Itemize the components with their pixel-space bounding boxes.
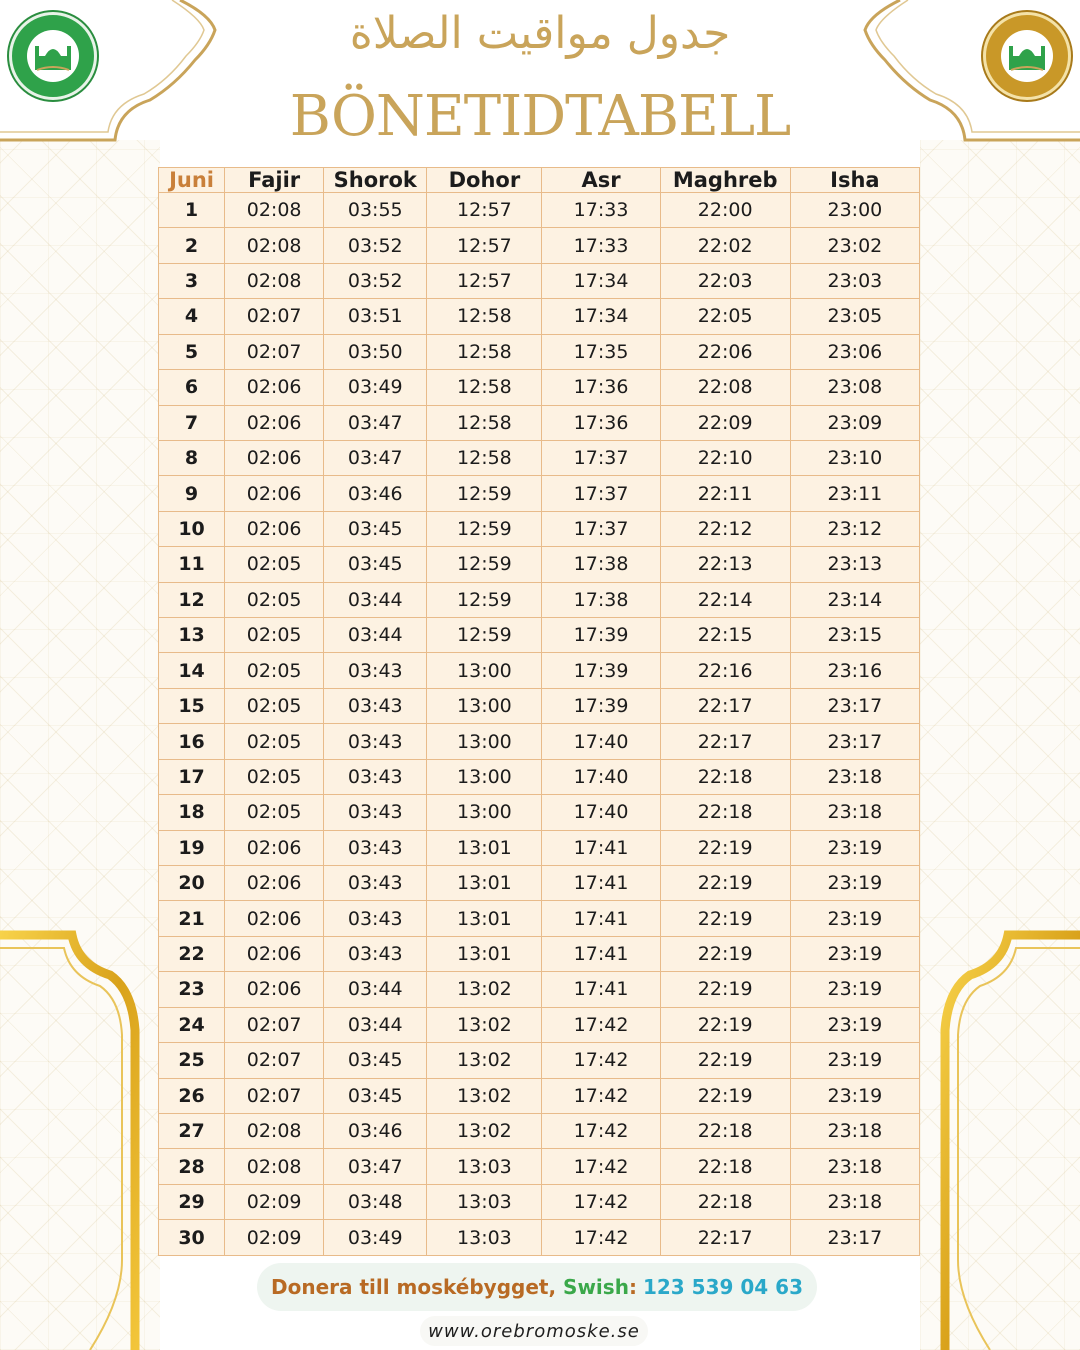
cell-isha: 23:06 <box>790 334 919 369</box>
cell-day: 21 <box>159 901 225 936</box>
cell-isha: 23:05 <box>790 299 919 334</box>
cell-dohor: 12:59 <box>427 511 542 546</box>
table-row <box>159 299 920 334</box>
cell-asr: 17:40 <box>542 795 660 830</box>
table-row <box>159 936 920 971</box>
cell-shorok: 03:46 <box>324 1113 427 1148</box>
cell-maghreb: 22:10 <box>660 440 790 475</box>
cell-maghreb: 22:09 <box>660 405 790 440</box>
cell-day: 17 <box>159 759 225 794</box>
cell-maghreb: 22:19 <box>660 1007 790 1042</box>
cell-fajir: 02:06 <box>225 972 324 1007</box>
swish-number: 123 539 04 63 <box>642 1275 803 1299</box>
cell-isha: 23:19 <box>790 1007 919 1042</box>
cell-fajir: 02:07 <box>225 334 324 369</box>
table-row <box>159 193 920 228</box>
cell-isha: 23:17 <box>790 1220 919 1256</box>
cell-maghreb: 22:18 <box>660 1113 790 1148</box>
table-row <box>159 830 920 865</box>
cell-day: 6 <box>159 370 225 405</box>
cell-shorok: 03:44 <box>324 972 427 1007</box>
table-row <box>159 653 920 688</box>
cell-asr: 17:42 <box>542 1149 660 1184</box>
cell-asr: 17:35 <box>542 334 660 369</box>
cell-asr: 17:40 <box>542 759 660 794</box>
cell-maghreb: 22:19 <box>660 1078 790 1113</box>
cell-maghreb: 22:18 <box>660 795 790 830</box>
cell-asr: 17:33 <box>542 193 660 228</box>
cell-day: 30 <box>159 1220 225 1256</box>
cell-maghreb: 22:19 <box>660 972 790 1007</box>
cell-asr: 17:41 <box>542 901 660 936</box>
table-row <box>159 901 920 936</box>
cell-maghreb: 22:00 <box>660 193 790 228</box>
cell-asr: 17:39 <box>542 653 660 688</box>
header-asr: Asr <box>542 168 660 193</box>
cell-isha: 23:16 <box>790 653 919 688</box>
cell-dohor: 13:00 <box>427 759 542 794</box>
cell-maghreb: 22:12 <box>660 511 790 546</box>
cell-dohor: 13:00 <box>427 653 542 688</box>
website-link[interactable]: www.orebromoske.se <box>420 1316 648 1346</box>
cell-fajir: 02:05 <box>225 547 324 582</box>
cell-maghreb: 22:18 <box>660 759 790 794</box>
table-row <box>159 263 920 298</box>
table-row <box>159 1220 920 1256</box>
cell-day: 5 <box>159 334 225 369</box>
cell-day: 9 <box>159 476 225 511</box>
table-row <box>159 511 920 546</box>
cell-fajir: 02:08 <box>225 228 324 263</box>
cell-shorok: 03:45 <box>324 1043 427 1078</box>
cell-isha: 23:19 <box>790 866 919 901</box>
cell-shorok: 03:50 <box>324 334 427 369</box>
cell-fajir: 02:06 <box>225 405 324 440</box>
cell-day: 7 <box>159 405 225 440</box>
cell-maghreb: 22:19 <box>660 1043 790 1078</box>
cell-dohor: 13:02 <box>427 1043 542 1078</box>
table-row <box>159 547 920 582</box>
cell-maghreb: 22:19 <box>660 901 790 936</box>
cell-dohor: 12:58 <box>427 440 542 475</box>
cell-dohor: 12:57 <box>427 263 542 298</box>
cell-dohor: 13:03 <box>427 1184 542 1219</box>
cell-shorok: 03:52 <box>324 263 427 298</box>
cell-isha: 23:09 <box>790 405 919 440</box>
cell-shorok: 03:43 <box>324 830 427 865</box>
cell-dohor: 13:02 <box>427 1007 542 1042</box>
cell-asr: 17:36 <box>542 405 660 440</box>
cell-isha: 23:03 <box>790 263 919 298</box>
table-row <box>159 1043 920 1078</box>
cell-shorok: 03:43 <box>324 936 427 971</box>
cell-isha: 23:18 <box>790 1113 919 1148</box>
cell-maghreb: 22:19 <box>660 866 790 901</box>
donate-text: Donera till moskébygget, <box>271 1275 557 1299</box>
table-row <box>159 724 920 759</box>
cell-fajir: 02:06 <box>225 476 324 511</box>
cell-fajir: 02:06 <box>225 866 324 901</box>
cell-asr: 17:40 <box>542 724 660 759</box>
cell-day: 22 <box>159 936 225 971</box>
cell-asr: 17:39 <box>542 618 660 653</box>
cell-dohor: 13:03 <box>427 1220 542 1256</box>
cell-day: 18 <box>159 795 225 830</box>
table-row <box>159 866 920 901</box>
cell-dohor: 12:58 <box>427 299 542 334</box>
cell-fajir: 02:05 <box>225 688 324 723</box>
cell-asr: 17:33 <box>542 228 660 263</box>
cell-day: 11 <box>159 547 225 582</box>
cell-fajir: 02:09 <box>225 1220 324 1256</box>
cell-dohor: 13:01 <box>427 936 542 971</box>
cell-isha: 23:11 <box>790 476 919 511</box>
cell-isha: 23:15 <box>790 618 919 653</box>
header-dohor: Dohor <box>427 168 542 193</box>
header-isha: Isha <box>790 168 919 193</box>
cell-dohor: 12:57 <box>427 228 542 263</box>
cell-day: 28 <box>159 1149 225 1184</box>
cell-fajir: 02:05 <box>225 759 324 794</box>
cell-dohor: 13:02 <box>427 972 542 1007</box>
cell-isha: 23:12 <box>790 511 919 546</box>
cell-maghreb: 22:02 <box>660 228 790 263</box>
table-row <box>159 1078 920 1113</box>
cell-dohor: 13:01 <box>427 830 542 865</box>
cell-isha: 23:19 <box>790 1043 919 1078</box>
cell-fajir: 02:06 <box>225 901 324 936</box>
cell-fajir: 02:08 <box>225 1113 324 1148</box>
cell-isha: 23:19 <box>790 901 919 936</box>
cell-maghreb: 22:19 <box>660 830 790 865</box>
cell-day: 2 <box>159 228 225 263</box>
cell-fajir: 02:08 <box>225 1149 324 1184</box>
cell-day: 16 <box>159 724 225 759</box>
cell-shorok: 03:43 <box>324 688 427 723</box>
cell-dohor: 13:02 <box>427 1078 542 1113</box>
cell-shorok: 03:45 <box>324 1078 427 1113</box>
cell-fajir: 02:05 <box>225 653 324 688</box>
page-title: BÖNETIDTABELL <box>289 84 791 149</box>
table-row <box>159 334 920 369</box>
cell-dohor: 12:57 <box>427 193 542 228</box>
cell-fajir: 02:05 <box>225 618 324 653</box>
table-row <box>159 228 920 263</box>
table-row <box>159 440 920 475</box>
cell-shorok: 03:45 <box>324 547 427 582</box>
cell-asr: 17:42 <box>542 1043 660 1078</box>
cell-dohor: 12:59 <box>427 618 542 653</box>
cell-shorok: 03:44 <box>324 618 427 653</box>
cell-asr: 17:34 <box>542 263 660 298</box>
cell-asr: 17:41 <box>542 936 660 971</box>
cell-day: 24 <box>159 1007 225 1042</box>
cell-isha: 23:18 <box>790 1149 919 1184</box>
cell-fajir: 02:06 <box>225 370 324 405</box>
cell-shorok: 03:43 <box>324 795 427 830</box>
cell-asr: 17:41 <box>542 866 660 901</box>
cell-maghreb: 22:06 <box>660 334 790 369</box>
table-row <box>159 1149 920 1184</box>
cell-dohor: 12:58 <box>427 334 542 369</box>
table-row <box>159 370 920 405</box>
cell-maghreb: 22:08 <box>660 370 790 405</box>
cell-isha: 23:17 <box>790 688 919 723</box>
cell-asr: 17:39 <box>542 688 660 723</box>
cell-fajir: 02:06 <box>225 511 324 546</box>
cell-maghreb: 22:19 <box>660 936 790 971</box>
cell-isha: 23:18 <box>790 795 919 830</box>
cell-isha: 23:19 <box>790 936 919 971</box>
cell-dohor: 13:00 <box>427 724 542 759</box>
cell-shorok: 03:43 <box>324 866 427 901</box>
cell-asr: 17:41 <box>542 972 660 1007</box>
mosque-logo-right <box>983 12 1071 100</box>
mosque-icon <box>27 30 79 82</box>
cell-maghreb: 22:05 <box>660 299 790 334</box>
table-row <box>159 759 920 794</box>
cell-day: 1 <box>159 193 225 228</box>
cell-day: 12 <box>159 582 225 617</box>
cell-asr: 17:37 <box>542 440 660 475</box>
cell-asr: 17:41 <box>542 830 660 865</box>
cell-asr: 17:38 <box>542 547 660 582</box>
page-title-arabic: جدول مواقيت الصلاة <box>349 8 731 59</box>
cell-isha: 23:08 <box>790 370 919 405</box>
cell-shorok: 03:47 <box>324 440 427 475</box>
cell-asr: 17:36 <box>542 370 660 405</box>
cell-dohor: 13:01 <box>427 901 542 936</box>
cell-maghreb: 22:17 <box>660 1220 790 1256</box>
cell-asr: 17:34 <box>542 299 660 334</box>
cell-day: 23 <box>159 972 225 1007</box>
cell-shorok: 03:52 <box>324 228 427 263</box>
cell-maghreb: 22:17 <box>660 724 790 759</box>
cell-maghreb: 22:14 <box>660 582 790 617</box>
cell-isha: 23:17 <box>790 724 919 759</box>
cell-fajir: 02:07 <box>225 1078 324 1113</box>
cell-day: 29 <box>159 1184 225 1219</box>
cell-dohor: 12:59 <box>427 476 542 511</box>
table-row <box>159 582 920 617</box>
cell-dohor: 12:59 <box>427 547 542 582</box>
cell-maghreb: 22:03 <box>660 263 790 298</box>
table-row <box>159 476 920 511</box>
cell-isha: 23:18 <box>790 1184 919 1219</box>
table-header-row <box>159 168 920 193</box>
cell-day: 14 <box>159 653 225 688</box>
cell-isha: 23:19 <box>790 1078 919 1113</box>
table-row <box>159 618 920 653</box>
cell-shorok: 03:49 <box>324 370 427 405</box>
cell-isha: 23:14 <box>790 582 919 617</box>
cell-isha: 23:10 <box>790 440 919 475</box>
cell-fajir: 02:05 <box>225 795 324 830</box>
table-row <box>159 972 920 1007</box>
table-row <box>159 688 920 723</box>
cell-isha: 23:00 <box>790 193 919 228</box>
cell-fajir: 02:06 <box>225 440 324 475</box>
cell-asr: 17:37 <box>542 476 660 511</box>
cell-day: 26 <box>159 1078 225 1113</box>
cell-dohor: 12:58 <box>427 405 542 440</box>
cell-shorok: 03:46 <box>324 476 427 511</box>
table-row <box>159 795 920 830</box>
cell-asr: 17:42 <box>542 1184 660 1219</box>
cell-day: 8 <box>159 440 225 475</box>
cell-maghreb: 22:13 <box>660 547 790 582</box>
mosque-logo-left <box>9 12 97 100</box>
cell-isha: 23:13 <box>790 547 919 582</box>
cell-isha: 23:02 <box>790 228 919 263</box>
cell-fajir: 02:08 <box>225 193 324 228</box>
cell-dohor: 13:01 <box>427 866 542 901</box>
cell-asr: 17:42 <box>542 1113 660 1148</box>
cell-day: 20 <box>159 866 225 901</box>
cell-day: 13 <box>159 618 225 653</box>
mosque-icon <box>1001 30 1053 82</box>
cell-day: 19 <box>159 830 225 865</box>
cell-shorok: 03:45 <box>324 511 427 546</box>
cell-shorok: 03:47 <box>324 1149 427 1184</box>
table-row <box>159 405 920 440</box>
cell-fajir: 02:07 <box>225 1007 324 1042</box>
cell-shorok: 03:43 <box>324 759 427 794</box>
cell-asr: 17:42 <box>542 1078 660 1113</box>
cell-asr: 17:42 <box>542 1220 660 1256</box>
cell-dohor: 13:03 <box>427 1149 542 1184</box>
cell-shorok: 03:44 <box>324 1007 427 1042</box>
table-row <box>159 1113 920 1148</box>
swish-colon: : <box>628 1275 637 1299</box>
cell-maghreb: 22:11 <box>660 476 790 511</box>
cell-fajir: 02:09 <box>225 1184 324 1219</box>
cell-maghreb: 22:18 <box>660 1149 790 1184</box>
cell-fajir: 02:05 <box>225 582 324 617</box>
cell-dohor: 13:02 <box>427 1113 542 1148</box>
cell-isha: 23:18 <box>790 759 919 794</box>
cell-shorok: 03:43 <box>324 724 427 759</box>
table-row <box>159 1184 920 1219</box>
header-fajir: Fajir <box>225 168 324 193</box>
cell-fajir: 02:05 <box>225 724 324 759</box>
table-row <box>159 1007 920 1042</box>
cell-asr: 17:38 <box>542 582 660 617</box>
cell-dohor: 13:00 <box>427 795 542 830</box>
cell-isha: 23:19 <box>790 972 919 1007</box>
cell-maghreb: 22:18 <box>660 1184 790 1219</box>
cell-day: 25 <box>159 1043 225 1078</box>
cell-shorok: 03:44 <box>324 582 427 617</box>
cell-shorok: 03:47 <box>324 405 427 440</box>
cell-fajir: 02:08 <box>225 263 324 298</box>
header-maghreb: Maghreb <box>660 168 790 193</box>
cell-fajir: 02:06 <box>225 936 324 971</box>
cell-shorok: 03:55 <box>324 193 427 228</box>
cell-shorok: 03:51 <box>324 299 427 334</box>
cell-isha: 23:19 <box>790 830 919 865</box>
cell-maghreb: 22:15 <box>660 618 790 653</box>
prayer-times-table <box>158 167 920 1256</box>
cell-day: 27 <box>159 1113 225 1148</box>
cell-day: 10 <box>159 511 225 546</box>
header-shorok: Shorok <box>324 168 427 193</box>
swish-label: Swish <box>563 1275 629 1299</box>
cell-day: 3 <box>159 263 225 298</box>
cell-day: 4 <box>159 299 225 334</box>
cell-shorok: 03:43 <box>324 653 427 688</box>
header-month: Juni <box>159 168 225 193</box>
cell-dohor: 12:58 <box>427 370 542 405</box>
cell-maghreb: 22:16 <box>660 653 790 688</box>
cell-day: 15 <box>159 688 225 723</box>
cell-dohor: 12:59 <box>427 582 542 617</box>
cell-fajir: 02:07 <box>225 299 324 334</box>
cell-asr: 17:37 <box>542 511 660 546</box>
cell-asr: 17:42 <box>542 1007 660 1042</box>
cell-fajir: 02:07 <box>225 1043 324 1078</box>
cell-shorok: 03:43 <box>324 901 427 936</box>
cell-fajir: 02:06 <box>225 830 324 865</box>
donate-banner <box>257 1263 817 1311</box>
cell-shorok: 03:49 <box>324 1220 427 1256</box>
cell-dohor: 13:00 <box>427 688 542 723</box>
cell-maghreb: 22:17 <box>660 688 790 723</box>
cell-shorok: 03:48 <box>324 1184 427 1219</box>
